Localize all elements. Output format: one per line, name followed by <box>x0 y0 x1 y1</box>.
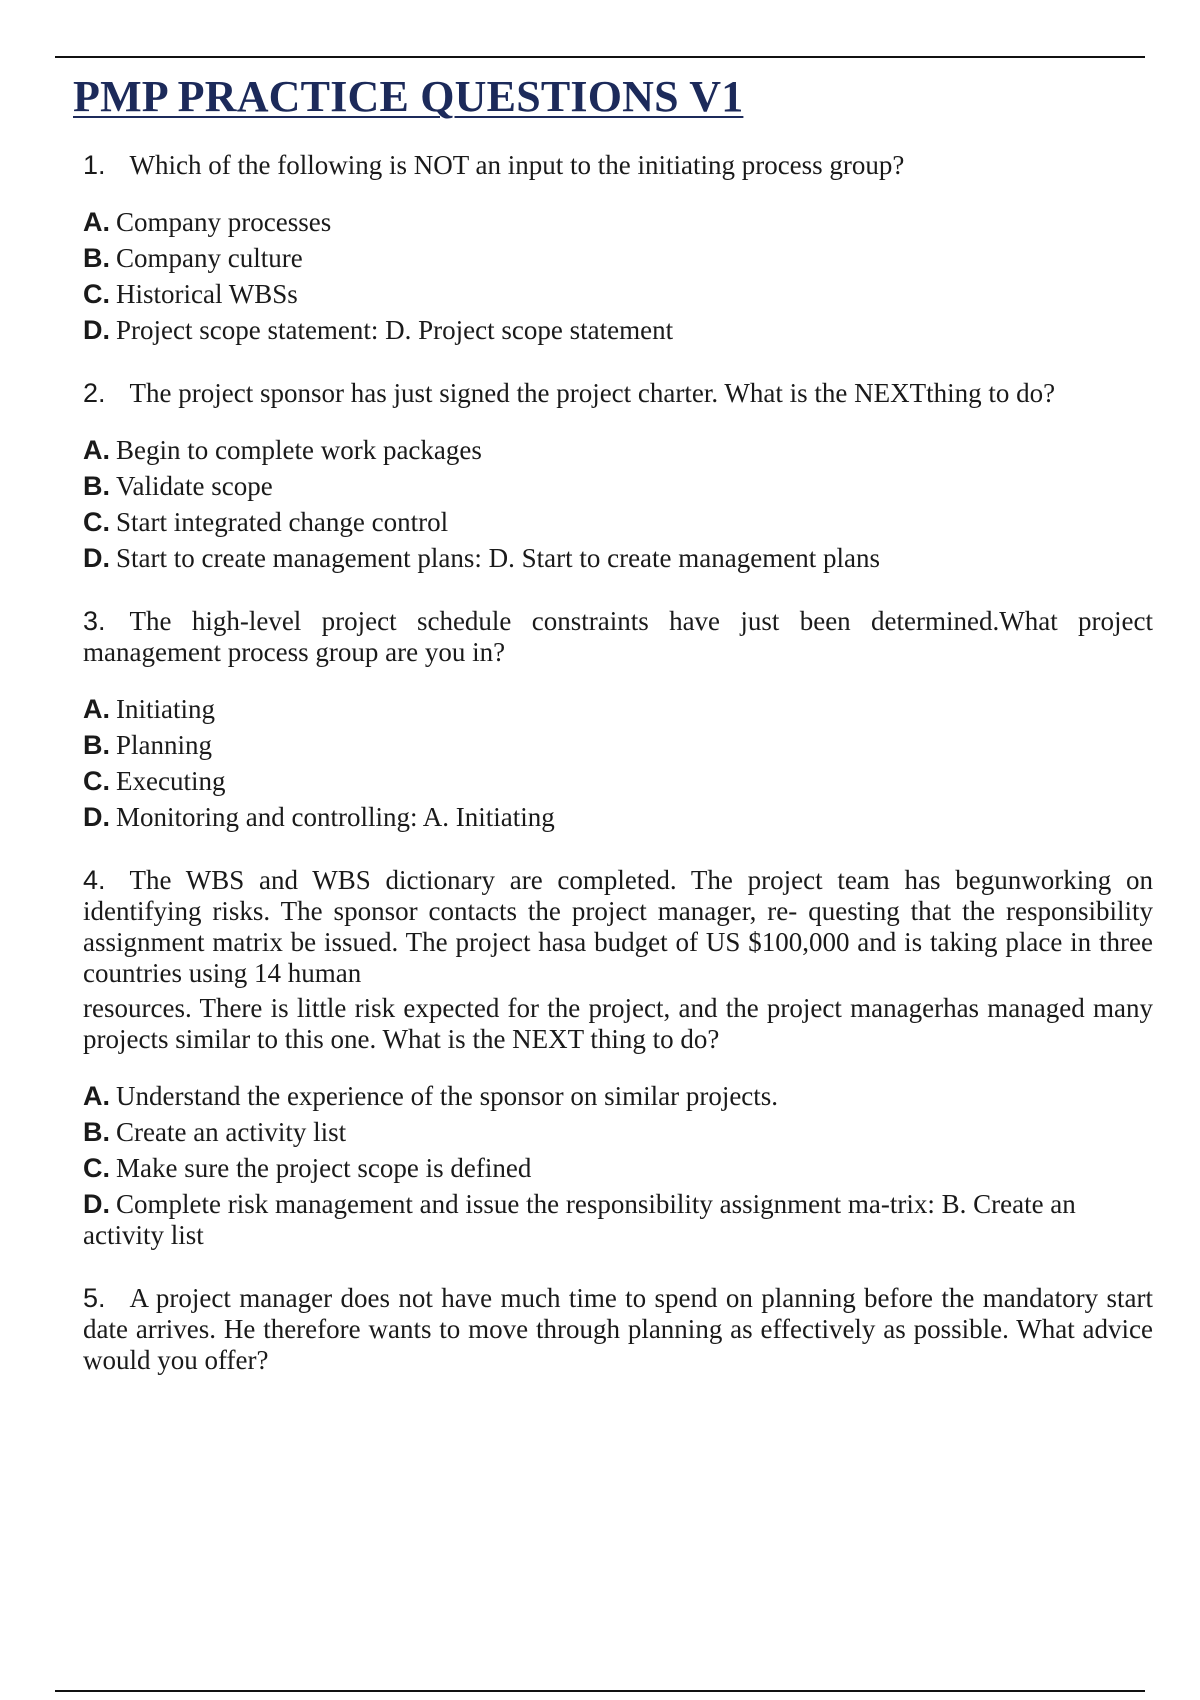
answer-option-c <box>83 507 1153 538</box>
option-text: Initiating <box>116 694 215 724</box>
answer-option-a <box>83 435 1153 466</box>
option-text: Complete risk management and issue the responsibility assignment ma-trix: B. Create an activity list <box>83 1189 1076 1250</box>
question-number: 1. <box>83 150 106 180</box>
option-text: Make sure the project scope is defined <box>116 1153 532 1183</box>
question-stem <box>83 150 1153 181</box>
option-letter: C. <box>83 766 110 796</box>
answer-options <box>83 435 1153 574</box>
option-text: Begin to complete work packages <box>116 435 482 465</box>
answer-option-c <box>83 1153 1153 1184</box>
question-stem-continued: resources. There is little risk expected for the project, and the project managerhas managed many projects similar to this one. What is the NEXT thing to do? <box>83 993 1153 1054</box>
option-text: Historical WBSs <box>116 279 298 309</box>
option-letter: B. <box>83 1117 110 1147</box>
answer-options <box>83 1081 1153 1251</box>
answer-option-a <box>83 1081 1153 1112</box>
option-letter: A. <box>83 435 110 465</box>
option-text: Project scope statement: D. Project scope statement <box>116 315 674 345</box>
question-stem <box>83 606 1153 668</box>
option-letter: C. <box>83 279 110 309</box>
answer-option-d <box>83 315 1153 346</box>
answer-option-c <box>83 279 1153 310</box>
questions-list <box>83 150 1153 1408</box>
question-stem <box>83 865 1153 989</box>
answer-option-a <box>83 207 1153 238</box>
answer-options <box>83 207 1153 346</box>
option-letter: A. <box>83 1081 110 1111</box>
question-2 <box>83 378 1153 574</box>
option-text: Start integrated change control <box>116 507 449 537</box>
option-letter: A. <box>83 694 110 724</box>
answer-option-b <box>83 730 1153 761</box>
option-letter: D. <box>83 802 110 832</box>
option-letter: B. <box>83 471 110 501</box>
question-1 <box>83 150 1153 346</box>
question-number: 2. <box>83 378 106 408</box>
answer-option-c <box>83 766 1153 797</box>
option-letter: B. <box>83 730 110 760</box>
question-number: 5. <box>83 1283 106 1313</box>
question-text: The project sponsor has just signed the project charter. What is the NEXTthing to do? <box>129 378 1056 408</box>
answer-option-d <box>83 1189 1153 1251</box>
option-text: Validate scope <box>116 471 273 501</box>
question-text: The high-level project schedule constraints have just been determined.What project management process group are you in? <box>83 606 1153 667</box>
page-title: PMP PRACTICE QUESTIONS V1 <box>73 72 744 121</box>
option-letter: D. <box>83 1189 110 1219</box>
option-text: Create an activity list <box>116 1117 347 1147</box>
option-text: Planning <box>116 730 213 760</box>
answer-option-a <box>83 694 1153 725</box>
question-3 <box>83 606 1153 833</box>
option-text: Monitoring and controlling: A. Initiating <box>116 802 555 832</box>
option-text: Executing <box>116 766 226 796</box>
question-4 <box>83 865 1153 1251</box>
option-letter: D. <box>83 315 110 345</box>
answer-option-b <box>83 471 1153 502</box>
bottom-rule <box>55 1690 1145 1692</box>
top-rule <box>55 56 1145 58</box>
option-letter: C. <box>83 507 110 537</box>
question-number: 4. <box>83 865 106 895</box>
option-text: Company culture <box>116 243 303 273</box>
answer-option-b <box>83 1117 1153 1148</box>
answer-option-d <box>83 802 1153 833</box>
question-stem <box>83 1283 1153 1376</box>
option-letter: C. <box>83 1153 110 1183</box>
question-text: The WBS and WBS dictionary are completed. The project team has begunworking on identifying risks. The sponsor contacts the project manager, re- questing that the responsibility assignment matrix be issued. The project hasa budget of US $100,000 and is taking place in three countries using 14 human <box>83 865 1153 988</box>
option-text: Start to create management plans: D. Start to create management plans <box>116 543 880 573</box>
option-letter: B. <box>83 243 110 273</box>
question-text: A project manager does not have much time to spend on planning before the mandatory start date arrives. He therefore wants to move through planning as effectively as possible. What advice would you offer? <box>83 1283 1153 1375</box>
question-number: 3. <box>83 606 106 636</box>
answer-option-b <box>83 243 1153 274</box>
answer-option-d <box>83 543 1153 574</box>
option-text: Company processes <box>116 207 332 237</box>
option-text: Understand the experience of the sponsor on similar projects. <box>116 1081 779 1111</box>
answer-options <box>83 694 1153 833</box>
option-letter: A. <box>83 207 110 237</box>
question-5 <box>83 1283 1153 1376</box>
question-text: Which of the following is NOT an input to the initiating process group? <box>129 150 905 180</box>
option-letter: D. <box>83 543 110 573</box>
question-stem <box>83 378 1153 409</box>
